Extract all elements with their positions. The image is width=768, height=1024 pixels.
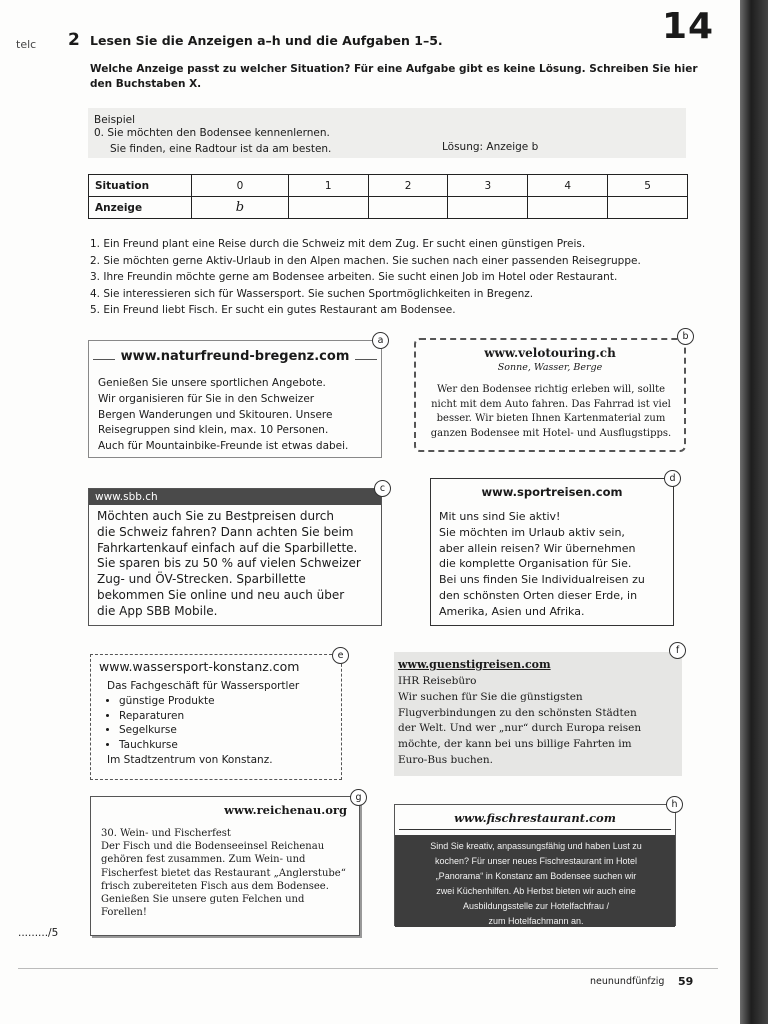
ad-line: bekommen Sie online und neu auch über xyxy=(97,587,345,602)
ad-line: frisch zubereiteten Fisch aus dem Bodensee. xyxy=(101,880,329,892)
ad-line: Genießen Sie unsere guten Felchen und xyxy=(101,894,305,906)
divider xyxy=(399,829,671,830)
ad-body xyxy=(428,383,674,441)
ad-line: Zug- und ÖV-Strecken. Sparbillette xyxy=(97,572,306,587)
ad-body xyxy=(398,674,676,769)
list-item: • Reparaturen xyxy=(119,709,337,724)
answer-cell-1[interactable] xyxy=(288,197,368,219)
example-solution: Lösung: Anzeige b xyxy=(442,141,539,153)
ad-line: Ausbildungsstelle zur Hotelfachfrau / xyxy=(462,901,610,911)
ad-line: zwei Küchenhilfen. Ab Herbst bieten wir auch eine xyxy=(436,886,636,896)
situation-item: 4. Sie interessieren sich für Wassersport. Sie suchen Sportmöglichkeiten in Bregenz. xyxy=(90,287,534,300)
ad-letter-badge: g xyxy=(350,789,367,806)
example-line-1: 0. Sie möchten den Bodensee kennenlernen. xyxy=(94,127,330,139)
ad-line: Wer den Bodensee richtig erleben will, sollte xyxy=(436,384,666,395)
ad-line: die App SBB Mobile. xyxy=(97,603,218,618)
ad-letter-badge: a xyxy=(372,332,389,349)
column-header: 1 xyxy=(288,175,368,197)
column-header: 4 xyxy=(528,175,608,197)
ad-line: Bergen Wanderungen und Skitouren. Unsere xyxy=(98,408,333,421)
ad-letter-badge: e xyxy=(332,647,349,664)
ad-line: Sie sparen bis zu 50 % auf vielen Schweizer xyxy=(97,556,361,571)
ad-line: Fischerfest bietet das Restaurant „Anglerstube“ xyxy=(101,867,346,879)
column-header: 2 xyxy=(368,175,448,197)
ad-body xyxy=(401,839,671,929)
example-line-2: Sie finden, eine Radtour ist da am besten. xyxy=(110,143,332,155)
ad-url: www.guenstigreisen.com xyxy=(398,658,551,671)
ad-url: www.reichenau.org xyxy=(224,803,347,817)
ad-body xyxy=(98,376,378,455)
ad-line: den schönsten Orten dieser Erde, in xyxy=(439,588,638,602)
ad-subtitle: Sonne, Wasser, Berge xyxy=(497,362,603,373)
ad-line: ganzen Bodensee mit Hotel- und Ausflugstipps. xyxy=(430,427,672,439)
column-header: 5 xyxy=(608,175,688,197)
ad-line: der Welt. Und wer „nur“ durch Europa reisen xyxy=(398,722,642,735)
ad-body xyxy=(107,679,337,768)
list-item: • Tauchkurse xyxy=(119,738,337,753)
ad-line: zum Hotelfachmann an. xyxy=(488,916,584,926)
situation-item: 3. Ihre Freundin möchte gerne am Bodensee arbeiten. Sie sucht einen Job im Hotel oder Restaurant. xyxy=(90,271,618,283)
score-field: ........./5 xyxy=(18,927,59,939)
table-row xyxy=(89,175,688,197)
answer-cell-3[interactable] xyxy=(448,197,528,219)
ad-line: „Panorama“ in Konstanz am Bodensee suchen wir xyxy=(435,871,637,881)
page-number: 59 xyxy=(678,975,694,988)
ad-letter-badge: d xyxy=(664,470,681,487)
ad-url-wrap xyxy=(89,349,381,364)
ad-f xyxy=(394,645,682,776)
column-header: 3 xyxy=(448,175,528,197)
table-row xyxy=(89,197,688,219)
row-label-anzeige: Anzeige xyxy=(89,197,192,219)
ad-d xyxy=(430,473,676,626)
ad-letter-badge: b xyxy=(677,328,694,345)
example-box xyxy=(88,108,686,158)
answer-cell-0: b xyxy=(192,197,289,219)
ad-line: Bei uns finden Sie Individualreisen zu xyxy=(439,573,645,587)
ad-line: gehören fest zusammen. Zum Wein- und xyxy=(101,854,306,866)
ad-a xyxy=(88,335,384,458)
ad-line: Flugverbindungen zu den schönsten Städten xyxy=(398,706,637,719)
answer-cell-5[interactable] xyxy=(608,197,688,219)
chapter-number: 14 xyxy=(662,6,715,47)
ad-line: Amerika, Asien und Afrika. xyxy=(439,604,585,618)
ad-list xyxy=(107,694,337,753)
ad-body xyxy=(101,827,351,919)
task-number: 2 xyxy=(68,30,80,50)
ad-g xyxy=(90,792,362,936)
ad-line: IHR Reisebüro xyxy=(398,675,477,687)
situation-item: 5. Ein Freund liebt Fisch. Er sucht ein gutes Restaurant am Bodensee. xyxy=(90,304,456,316)
ad-url: www.sbb.ch xyxy=(89,489,381,505)
ad-line: Wir organisieren für Sie in den Schweizer xyxy=(98,392,315,405)
ad-c xyxy=(88,483,386,626)
ad-line: Forellen! xyxy=(101,907,147,919)
situation-item: 1. Ein Freund plant eine Reise durch die Schweiz mit dem Zug. Er sucht einen günstigen Preis. xyxy=(90,238,586,250)
ad-url: www.velotouring.ch xyxy=(484,346,616,360)
ad-body xyxy=(97,509,377,620)
ad-line: die Schweiz fahren? Dann achten Sie beim xyxy=(97,524,354,539)
answer-cell-4[interactable] xyxy=(528,197,608,219)
situation-item: 2. Sie möchten gerne Aktiv-Urlaub in den Alpen machen. Sie suchen nach einer passenden Reisegruppe. xyxy=(90,254,641,267)
ad-url: www.fischrestaurant.com xyxy=(454,811,616,825)
ad-body xyxy=(439,509,671,620)
book-binding-edge xyxy=(740,0,768,1024)
ad-letter-badge: c xyxy=(374,480,391,497)
ad-line: die komplette Organisation für Sie. xyxy=(439,557,632,571)
ad-line: Wir suchen für Sie die günstigsten xyxy=(398,690,583,703)
ad-line: Auch für Mountainbike-Freunde ist etwas dabei. xyxy=(98,440,349,453)
ad-line: Sind Sie kreativ, anpassungsfähig und haben Lust zu xyxy=(430,841,642,851)
ad-e xyxy=(90,650,344,780)
ad-line: aber allein reisen? Wir übernehmen xyxy=(439,541,636,555)
ad-intro: Das Fachgeschäft für Wassersportler xyxy=(107,680,300,692)
ad-url: www.sportreisen.com xyxy=(481,485,623,499)
ad-line: 30. Wein- und Fischerfest xyxy=(101,828,231,839)
ad-line: Euro-Bus buchen. xyxy=(398,753,493,766)
ad-line: Der Fisch und die Bodenseeinsel Reichenau xyxy=(101,841,325,853)
list-item: • Segelkurse xyxy=(119,723,337,738)
situations-list xyxy=(90,236,700,319)
ad-line: Mit uns sind Sie aktiv! xyxy=(439,510,561,523)
exam-logo-label: telc xyxy=(16,38,37,51)
page-number-word: neunundfünfzig xyxy=(590,976,665,987)
ad-line: Fahrkartenkauf einfach auf die Sparbillette. xyxy=(97,540,358,555)
ad-url: www.wassersport-konstanz.com xyxy=(99,659,300,674)
ad-letter-badge: f xyxy=(669,642,686,659)
example-label: Beispiel xyxy=(94,114,136,126)
list-item: • günstige Produkte xyxy=(119,694,337,709)
footer-divider xyxy=(18,968,718,969)
ad-line: möchte, der kann bei uns billige Fahrten im xyxy=(398,738,632,751)
task-instructions: Welche Anzeige passt zu welcher Situation? Für eine Aufgabe gibt es keine Lösung. Schreiben Sie hier den Buchstaben X. xyxy=(90,63,698,90)
ad-b xyxy=(414,331,689,452)
ad-outro: Im Stadtzentrum von Konstanz. xyxy=(107,753,273,766)
row-label-situation: Situation xyxy=(89,175,192,197)
ad-line: nicht mit dem Auto fahren. Das Fahrrad ist viel xyxy=(431,398,671,410)
ad-line: besser. Wir bieten Ihnen Kartenmaterial zum xyxy=(436,413,666,424)
ad-url: www.naturfreund-bregenz.com xyxy=(115,349,356,364)
ad-line: kochen? Für unser neues Fischrestaurant im Hotel xyxy=(434,856,638,866)
ad-letter-badge: h xyxy=(666,796,683,813)
ad-line: Genießen Sie unsere sportlichen Angebote. xyxy=(98,377,326,389)
ad-dark-panel xyxy=(395,835,675,927)
task-title: Lesen Sie die Anzeigen a–h und die Aufgaben 1–5. xyxy=(90,33,443,48)
ad-line: Sie möchten im Urlaub aktiv sein, xyxy=(439,525,625,539)
ad-line: Möchten auch Sie zu Bestpreisen durch xyxy=(97,509,334,523)
column-header: 0 xyxy=(192,175,289,197)
answer-table xyxy=(88,174,688,219)
ad-line: Reisegruppen sind klein, max. 10 Personen. xyxy=(98,424,329,437)
answer-cell-2[interactable] xyxy=(368,197,448,219)
ad-h xyxy=(394,799,678,926)
